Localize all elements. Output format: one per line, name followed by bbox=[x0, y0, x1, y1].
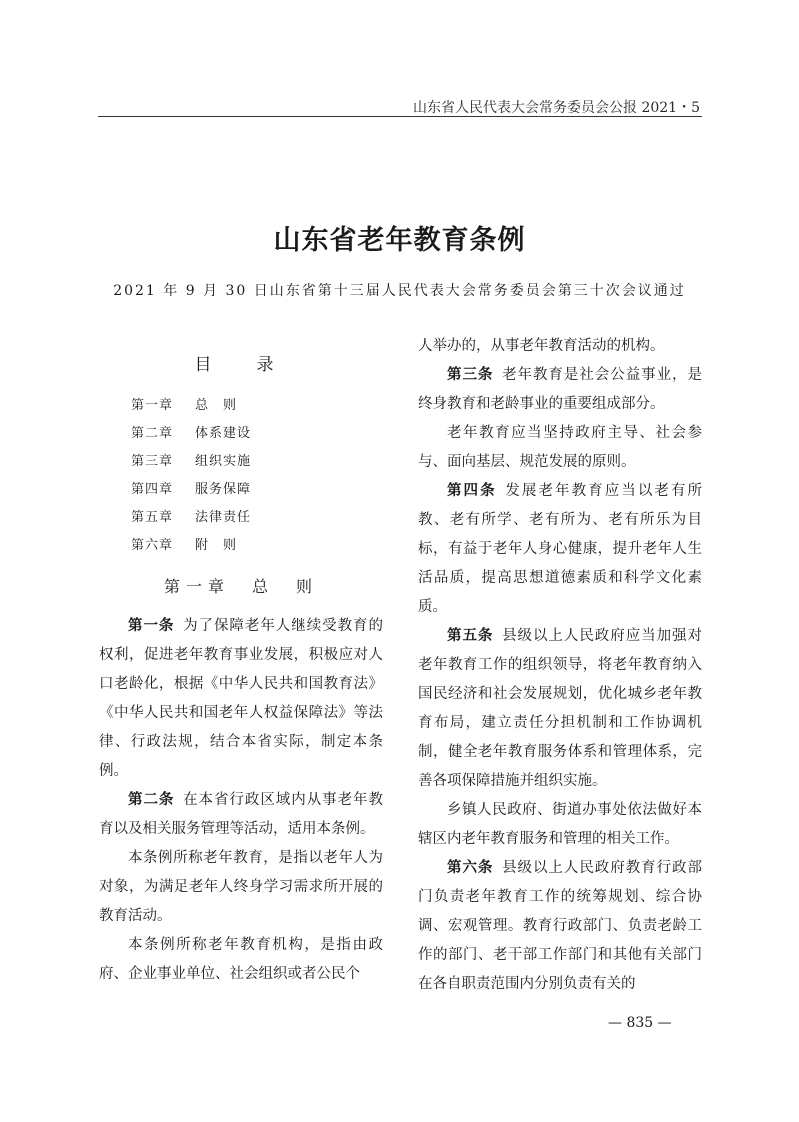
toc-chapter: 第三章 bbox=[131, 454, 174, 469]
toc-chapter-name: 总 则 bbox=[195, 398, 238, 413]
article-text: 为了保障老年人继续受教育的权利，促进老年教育事业发展，积极应对人口老龄化，根据《中华人民共和国教育法》《中华人民共和国老年人权益保障法》等法律、行政法规，结合本省实际，制定本条例。 bbox=[99, 618, 384, 779]
right-column bbox=[418, 332, 702, 999]
document-title: 山东省老年教育条例 bbox=[273, 225, 526, 256]
paragraph-continuation: 人举办的，从事老年教育活动的机构。 bbox=[418, 338, 665, 354]
article-text: 在本省行政区域内从事老年教育以及相关服务管理等活动，适用本条例。 bbox=[99, 792, 384, 837]
toc-item bbox=[99, 392, 383, 420]
toc-chapter-name: 服务保障 bbox=[195, 482, 252, 497]
article-text: 发展老年教育应当以老有所教、老有所学、老有所为、老有所乐为目标，有益于老年人身心健康，提升老年人生活品质，提高思想道德素质和科学文化素质。 bbox=[418, 483, 703, 615]
chapter-heading: 第一章 总 则 bbox=[163, 577, 318, 596]
article-4 bbox=[418, 477, 702, 622]
paragraph: 本条例所称老年教育，是指以老年人为对象，为满足老年人终身学习需求所开展的教育活动。 bbox=[99, 850, 383, 924]
toc-chapter: 第一章 bbox=[131, 398, 174, 413]
article-2 bbox=[99, 786, 383, 844]
toc-chapter: 第二章 bbox=[131, 426, 174, 441]
article-text: 老年教育是社会公益事业，是终身教育和老龄事业的重要组成部分。 bbox=[418, 367, 703, 412]
toc-chapter-name: 组织实施 bbox=[195, 454, 252, 469]
toc-item bbox=[99, 476, 383, 504]
left-column bbox=[99, 332, 383, 989]
paragraph: 老年教育应当坚持政府主导、社会参与、面向基层、规范发展的原则。 bbox=[418, 425, 702, 470]
page-number: — 835 — bbox=[608, 1015, 672, 1031]
article-5 bbox=[418, 622, 702, 796]
article-6 bbox=[418, 854, 702, 999]
table-of-contents bbox=[99, 392, 383, 560]
toc-item bbox=[99, 420, 383, 448]
toc-chapter: 第四章 bbox=[131, 482, 174, 497]
toc-heading: 目 录 bbox=[194, 355, 288, 375]
paragraph: 本条例所称老年教育机构，是指由政府、企业事业单位、社会组织或者公民个 bbox=[99, 937, 383, 982]
article-1 bbox=[99, 612, 383, 786]
toc-item bbox=[99, 448, 383, 476]
toc-item bbox=[99, 532, 383, 560]
toc-chapter: 第六章 bbox=[131, 538, 174, 553]
article-label: 第二条 bbox=[128, 792, 175, 808]
article-text: 县级以上人民政府应当加强对老年教育工作的组织领导，将老年教育纳入国民经济和社会发展规划，优化城乡老年教育布局，建立责任分担机制和工作协调机制，健全老年教育服务体系和管理体系，完善各项保障措施并组织实施。 bbox=[418, 628, 703, 789]
document-subtitle: 2021 年 9 月 30 日山东省第十三届人民代表大会常务委员会第三十次会议通过 bbox=[113, 283, 686, 299]
article-label: 第三条 bbox=[447, 367, 494, 383]
article-label: 第四条 bbox=[447, 483, 497, 499]
header-rule bbox=[98, 116, 702, 117]
article-label: 第六条 bbox=[447, 860, 494, 876]
article-3 bbox=[418, 361, 702, 419]
toc-item bbox=[99, 504, 383, 532]
article-label: 第一条 bbox=[128, 618, 175, 634]
running-header: 山东省人民代表大会常务委员会公报 2021・5 bbox=[413, 100, 700, 116]
toc-chapter-name: 体系建设 bbox=[195, 426, 252, 441]
article-label: 第五条 bbox=[447, 628, 494, 644]
toc-chapter: 第五章 bbox=[131, 510, 174, 525]
article-text: 县级以上人民政府教育行政部门负责老年教育工作的统筹规划、综合协调、宏观管理。教育行政部门、负责老龄工作的部门、老干部工作部门和其他有关部门在各自职责范围内分别负责有关的 bbox=[418, 860, 703, 992]
toc-chapter-name: 附 则 bbox=[195, 538, 238, 553]
toc-chapter-name: 法律责任 bbox=[195, 510, 252, 525]
paragraph: 乡镇人民政府、街道办事处依法做好本辖区内老年教育服务和管理的相关工作。 bbox=[418, 802, 702, 847]
